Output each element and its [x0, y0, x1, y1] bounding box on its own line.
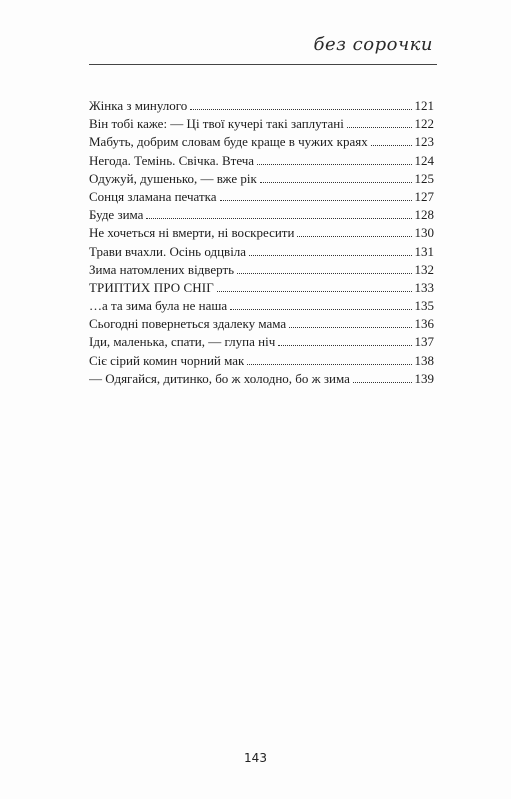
dot-leader	[146, 218, 411, 219]
toc-entry	[89, 152, 434, 170]
toc-entry	[89, 133, 434, 151]
dot-leader	[237, 273, 411, 274]
toc-entry-page: 131	[414, 243, 434, 259]
dot-leader	[371, 145, 412, 146]
dot-leader	[347, 127, 412, 128]
toc-entry	[89, 206, 434, 224]
toc-entry	[89, 170, 434, 188]
dot-leader	[249, 255, 411, 256]
toc-entry	[89, 352, 434, 370]
toc-entry-page: 121	[414, 98, 434, 113]
toc-entry	[89, 224, 434, 242]
toc-entry-page: 128	[414, 207, 434, 223]
header-rule	[89, 64, 437, 65]
toc-entry-page: 139	[414, 370, 434, 386]
toc-entry-page: 125	[414, 170, 434, 186]
toc-entry-page: 130	[414, 225, 434, 241]
dot-leader	[230, 309, 411, 310]
toc-entry-title: Негода. Темінь. Свічка. Втеча	[89, 152, 255, 168]
toc-entry	[89, 188, 434, 206]
toc-entry-title: Одужуй, душенько, — вже рік	[89, 170, 257, 186]
toc-entry-title: — Одягайся, дитинко, бо ж холодно, бо ж зима	[89, 370, 350, 386]
toc-entry-page: 127	[414, 188, 434, 204]
dot-leader	[289, 327, 411, 328]
toc-entry-title: Зима натомлених відверть	[89, 261, 235, 277]
toc-entry-section	[89, 279, 434, 297]
toc-entry-page: 138	[414, 352, 434, 368]
toc-entry-title: Мабуть, добрим словам буде краще в чужих краях	[89, 134, 368, 150]
toc-entry-title: …а та зима була не наша	[89, 298, 228, 314]
toc-entry-title: Сіє сірий комин чорний мак	[89, 352, 245, 368]
dot-leader	[297, 236, 411, 237]
toc-entry-page: 124	[414, 152, 434, 168]
toc-entry-page: 133	[414, 279, 434, 295]
toc-entry-page: 136	[414, 316, 434, 332]
toc-entry-title: Сонця зламана печатка	[89, 188, 217, 204]
toc-entry-page: 122	[414, 116, 434, 132]
toc-entry	[89, 297, 434, 315]
toc-entry-page: 135	[414, 298, 434, 314]
toc-entry-title: Іди, маленька, спати, — глупа ніч	[89, 334, 276, 350]
toc-entry	[89, 115, 434, 133]
dot-leader	[257, 164, 411, 165]
toc-entry	[89, 315, 434, 333]
dot-leader	[217, 291, 412, 292]
toc-entry-title: Він тобі каже: — Ці твої кучері такі заплутані	[89, 116, 344, 132]
toc-entry	[89, 370, 434, 388]
toc-section-title: ТРИПТИХ ПРО СНІГ	[89, 279, 214, 295]
toc-entry-title: Не хочеться ні вмерти, ні воскресити	[89, 225, 295, 241]
dot-leader	[260, 182, 412, 183]
running-title: без сорочки	[313, 34, 433, 55]
toc-entry-page: 137	[414, 334, 434, 350]
toc-entry-page: 123	[414, 134, 434, 150]
toc-entry-page: 132	[414, 261, 434, 277]
toc-entry-title: Трави вчахли. Осінь одцвіла	[89, 243, 247, 259]
dot-leader	[247, 364, 411, 365]
page-number: 143	[244, 751, 267, 765]
toc-entry	[89, 97, 434, 115]
toc-entry-title: Буде зима	[89, 207, 144, 223]
toc-entry	[89, 261, 434, 279]
dot-leader	[353, 382, 412, 383]
dot-leader	[220, 200, 412, 201]
toc-entry-title: Сьогодні повернеться здалеку мама	[89, 316, 287, 332]
dot-leader	[190, 109, 411, 110]
toc-entry	[89, 333, 434, 351]
toc-entry-title: Жінка з минулого	[89, 98, 188, 113]
dot-leader	[278, 345, 411, 346]
table-of-contents	[89, 97, 434, 388]
toc-entry	[89, 243, 434, 261]
